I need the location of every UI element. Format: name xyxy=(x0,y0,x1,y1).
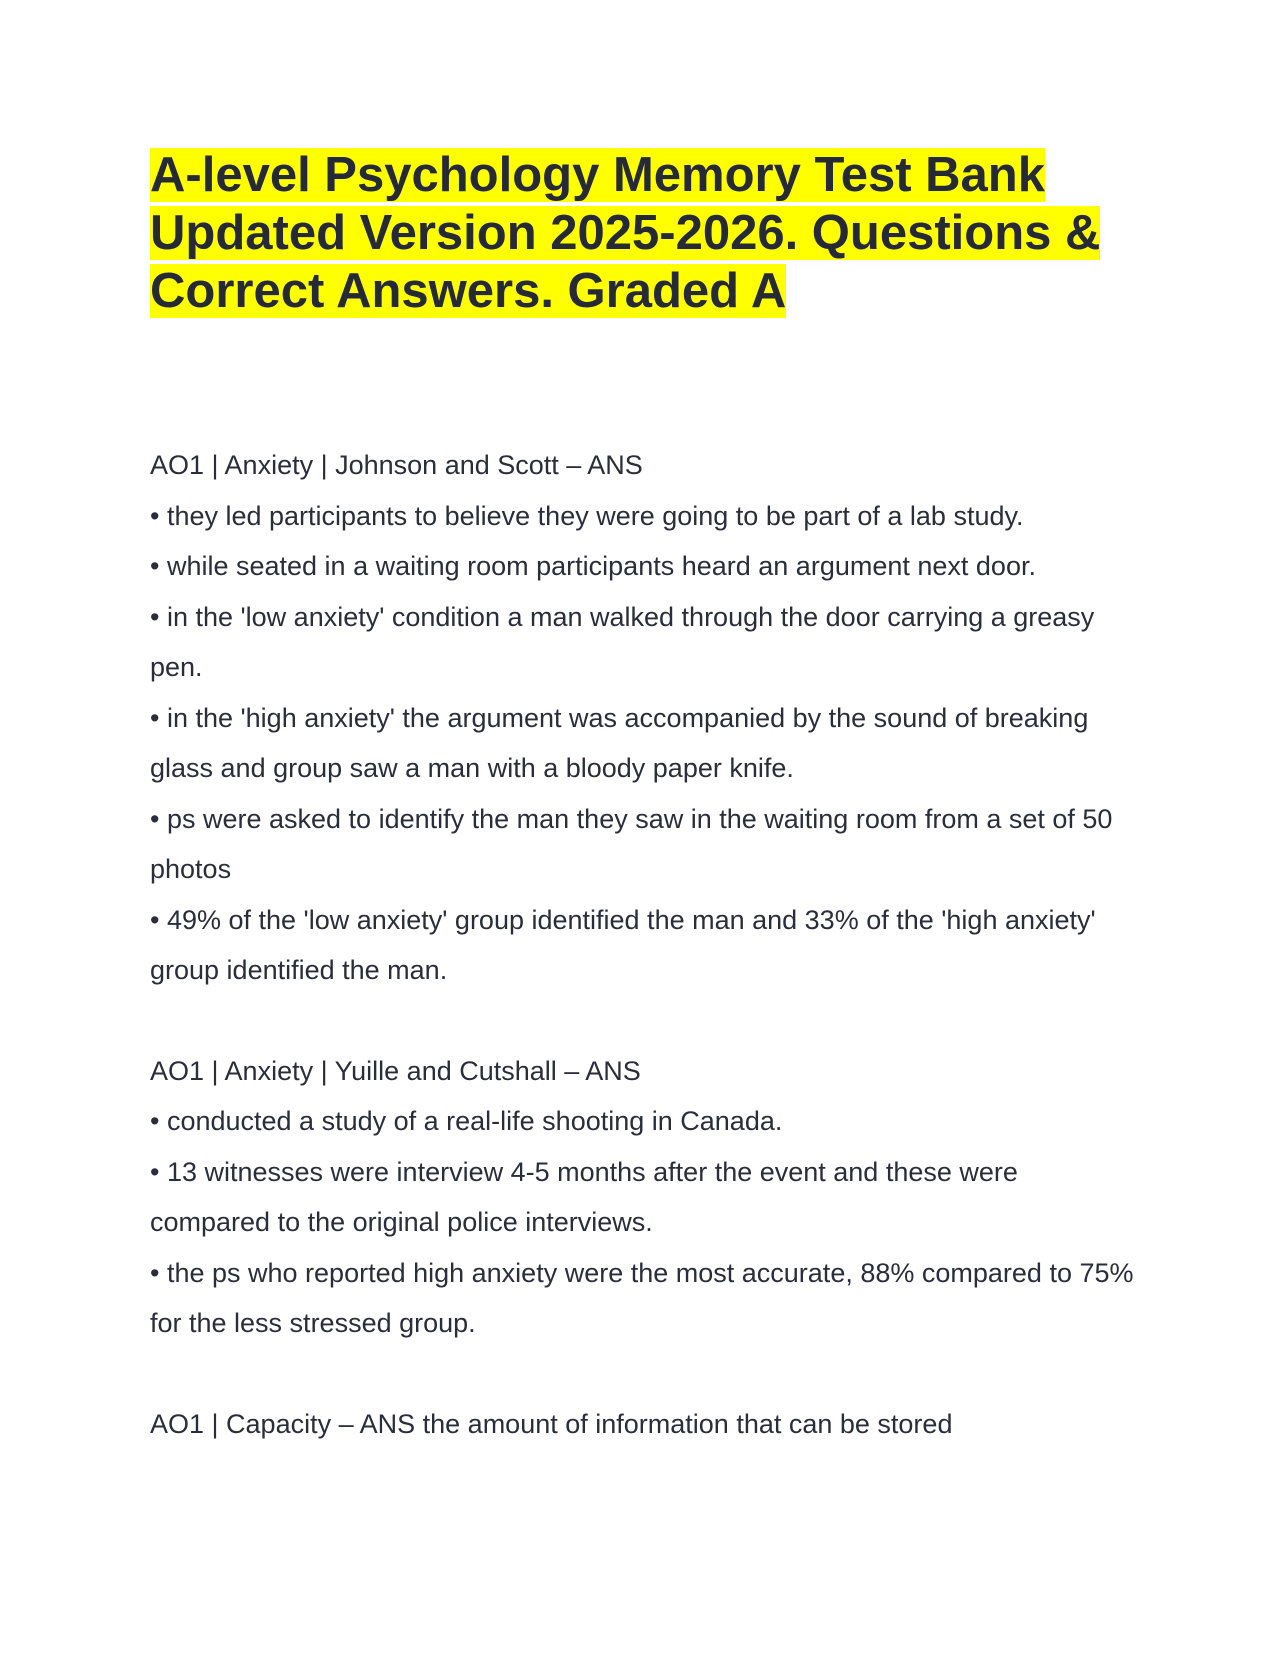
section-capacity xyxy=(150,1399,1140,1450)
bullet-item: • in the 'low anxiety' condition a man walked through the door carrying a greasy pen. xyxy=(150,601,1095,682)
document-title-text: A-level Psychology Memory Test Bank Updated Version 2025-2026. Questions & Correct Answers. Graded A xyxy=(150,148,1101,318)
document-body xyxy=(150,440,1140,1449)
bullet-item: • while seated in a waiting room participants heard an argument next door. xyxy=(150,551,1036,581)
document-page xyxy=(150,146,1140,1499)
section-heading: AO1 | Anxiety | Yuille and Cutshall – ANS xyxy=(150,1055,641,1086)
section-yuille-cutshall xyxy=(150,1046,1140,1349)
bullet-item: • they led participants to believe they were going to be part of a lab study. xyxy=(150,500,1024,531)
bullet-item: • conducted a study of a real-life shooting in Canada. xyxy=(150,1106,783,1136)
bullet-item: • the ps who reported high anxiety were the most accurate, 88% compared to 75% for the less stressed group. xyxy=(150,1257,1134,1338)
section-heading: AO1 | Capacity – ANS the amount of information that can be stored xyxy=(150,1408,953,1439)
bullet-item: • 49% of the 'low anxiety' group identified the man and 33% of the 'high anxiety' group identified the man. xyxy=(150,904,1096,985)
section-heading: AO1 | Anxiety | Johnson and Scott – ANS xyxy=(150,450,643,480)
document-title xyxy=(150,146,1140,320)
bullet-item: • in the 'high anxiety' the argument was accompanied by the sound of breaking glass and group saw a man with a bloody paper knife. xyxy=(150,702,1089,783)
bullet-item: • 13 witnesses were interview 4-5 months after the event and these were compared to the original police interviews. xyxy=(150,1156,1018,1237)
section-johnson-scott xyxy=(150,440,1140,996)
bullet-item: • ps were asked to identify the man they saw in the waiting room from a set of 50 photos xyxy=(150,803,1113,884)
